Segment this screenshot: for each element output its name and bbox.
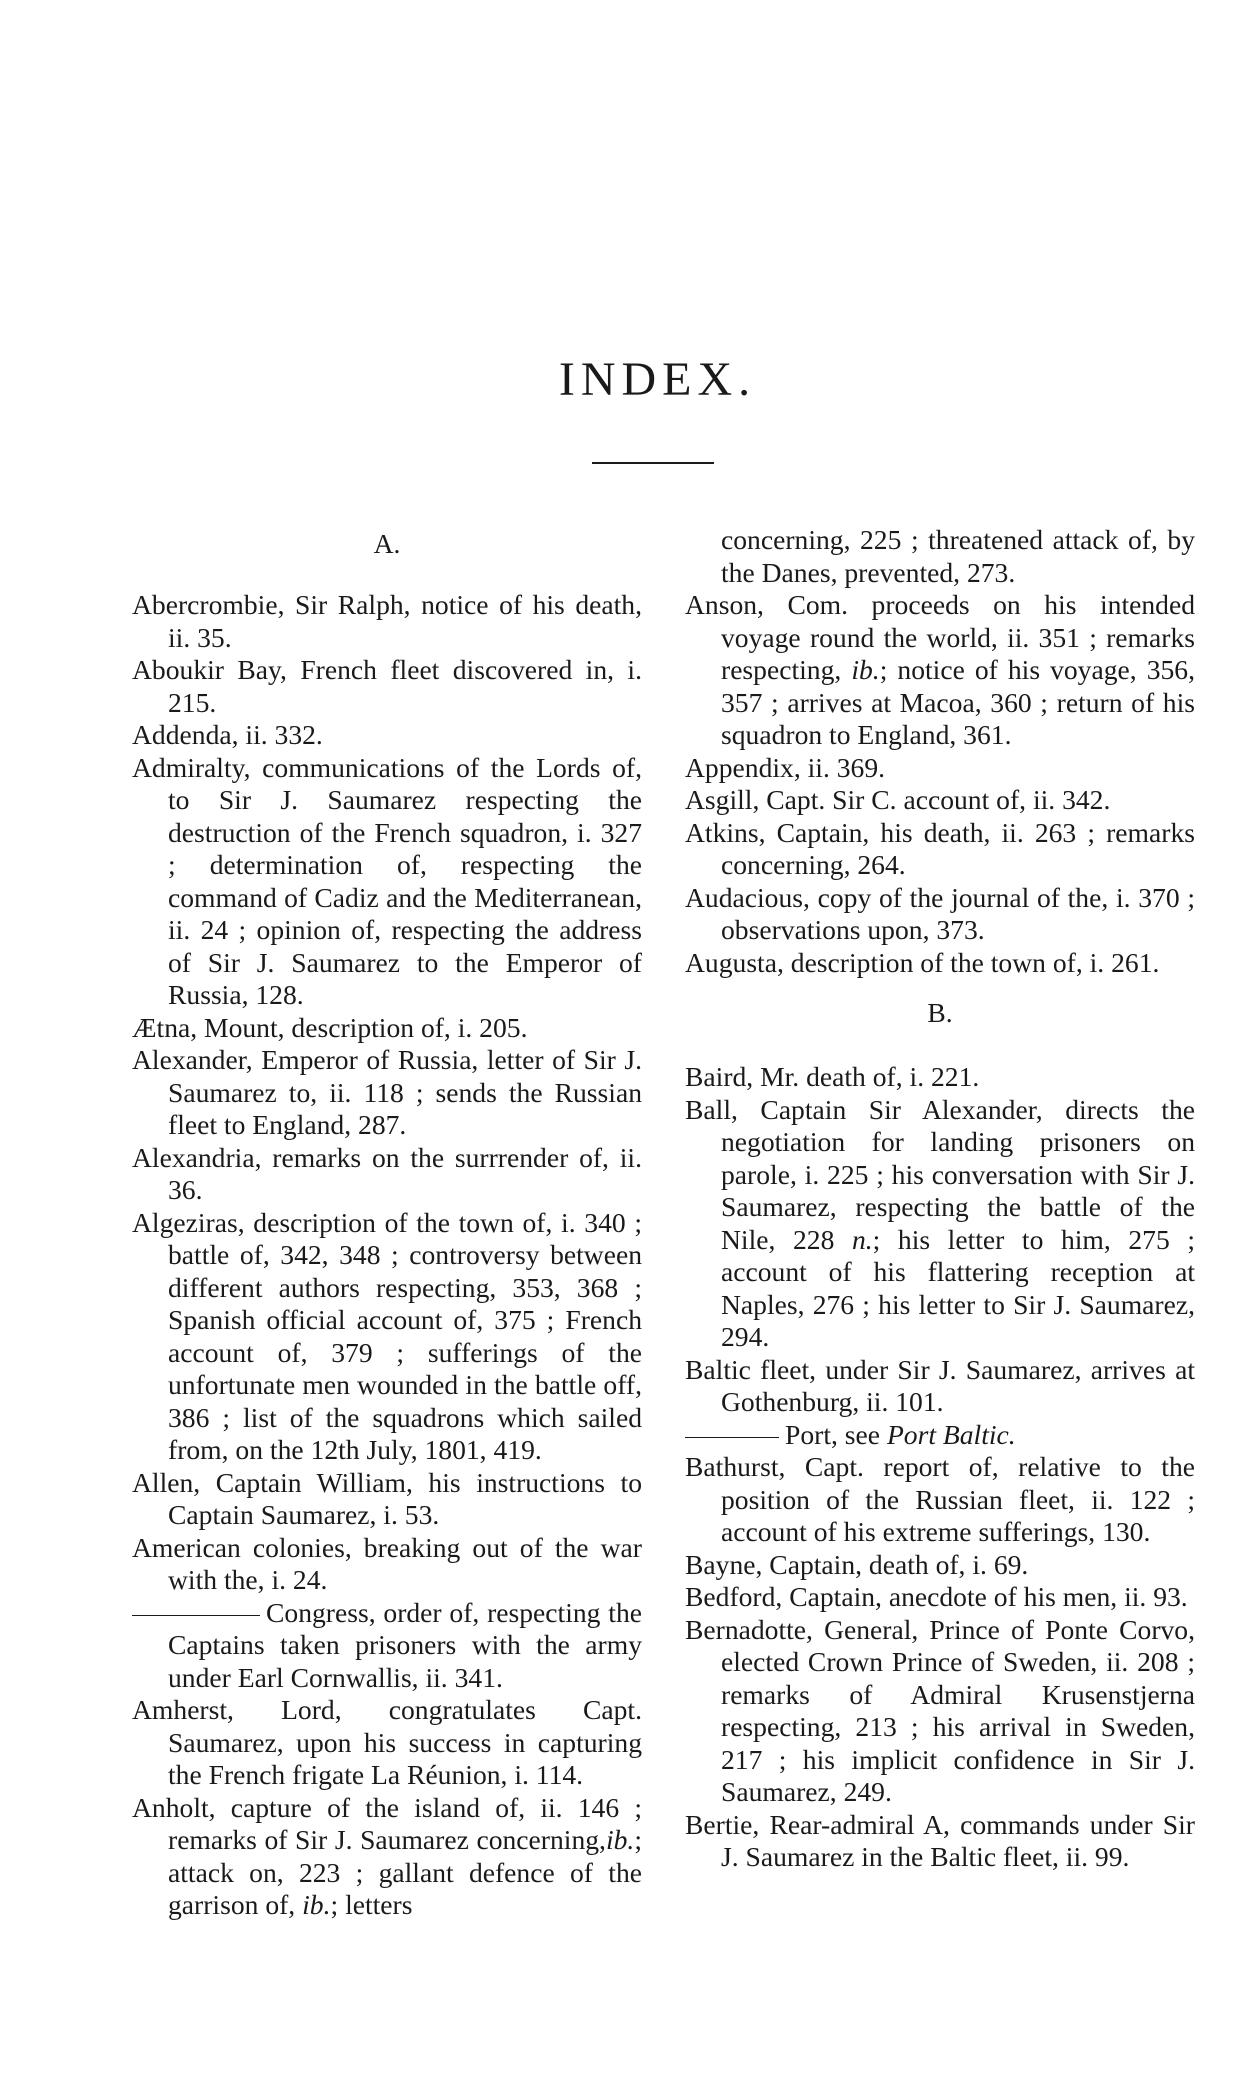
entry-text: Anson, Com. proceeds on his intended voyage round the world, ii. 351 ; remarks respecting,	[685, 589, 1195, 685]
index-entry: Asgill, Capt. Sir C. account of, ii. 342.	[685, 784, 1111, 815]
index-entry: Atkins, Captain, his death, ii. 263 ; remarks concerning, 264.	[685, 816, 1195, 880]
entry-text: Port, see	[785, 1418, 881, 1450]
index-entry: Audacious, copy of the journal of the, i. 370 ; observations upon, 373.	[685, 881, 1195, 945]
index-entry	[132, 1792, 642, 1922]
index-entry: Bayne, Captain, death of, i. 69.	[685, 1548, 1029, 1580]
entry-text: ; his letter to him, 275 ; account of his flattering reception at Naples, 276 ; his letter to Sir J. Saumarez, 294.	[721, 1223, 1195, 1352]
index-entry: Augusta, description of the town of, i. 261.	[685, 946, 1160, 978]
section-letter-a: A.	[373, 528, 401, 559]
index-entry: Baird, Mr. death of, i. 221.	[685, 1061, 980, 1092]
entry-text: ; notice of his voyage, 356, 357 ; arrives at Macoa, 360 ; return of his squadron to England, 361.	[721, 654, 1195, 750]
entry-text: ; letters	[330, 1889, 413, 1920]
index-entry-continuation	[685, 1419, 1195, 1452]
note-marker: n.	[851, 1223, 873, 1255]
ibid-text: ib.	[851, 654, 880, 685]
index-entry: Addenda, ii. 332.	[132, 719, 323, 750]
index-entry: Alexandria, remarks on the surrrender of, ii. 36.	[132, 1141, 642, 1205]
repeat-dash	[685, 1437, 779, 1438]
repeat-dash	[132, 1615, 260, 1616]
index-entry: Bernadotte, General, Prince of Ponte Corvo, elected Crown Prince of Sweden, ii. 208 ; remarks of Admiral Krusenstjerna respecting, 213 ; his arrival in Sweden, 217 ; his implicit confidence in Sir J. Saumarez, 249.	[685, 1613, 1195, 1807]
index-entry: Bathurst, Capt. report of, relative to the position of the Russian fleet, ii. 122 ; account of his extreme sufferings, 130.	[685, 1451, 1195, 1547]
index-entry-continued: concerning, 225 ; threatened attack of, by the Danes, prevented, 273.	[721, 524, 1195, 588]
index-entry: Bedford, Captain, anecdote of his men, ii. 93.	[685, 1581, 1188, 1612]
entry-text: Anholt, capture of the island of, ii. 146 ; remarks of Sir J. Saumarez concerning,	[132, 1791, 642, 1855]
index-entry: Allen, Captain William, his instructions to Captain Saumarez, i. 53.	[132, 1466, 642, 1530]
ibid-text: ib.	[605, 1824, 635, 1855]
page-title: INDEX.	[558, 353, 757, 406]
ibid-text: ib.	[302, 1889, 331, 1920]
index-entry: Admiralty, communications of the Lords of, to Sir J. Saumarez respecting the destruction of the French squadron, i. 327 ; determination of, respecting the command of Cadiz and the Mediterranean, ii. 24 ; opinion of, respecting the address of Sir J. Saumarez to the Emperor of Russia, 128.	[132, 751, 642, 1010]
index-column-right	[685, 524, 1195, 1874]
index-column-left	[132, 524, 642, 1922]
index-entry: Appendix, ii. 369.	[685, 751, 886, 783]
index-entry	[685, 589, 1195, 752]
entry-text: Congress, order of, respecting the Captains taken prisoners with the army under Earl Cornwallis, ii. 341.	[168, 1596, 642, 1693]
index-entry: Ætna, Mount, description of, i. 205.	[132, 1011, 528, 1043]
cross-reference: Port Baltic.	[886, 1418, 1016, 1450]
entry-text: Ball, Captain Sir Alexander, directs the negotiation for landing prisoners on parole, i. 225 ; his conversation with Sir J. Saumarez, respecting the battle of the Nile, 228	[685, 1093, 1195, 1255]
index-entry: Algeziras, description of the town of, i. 340 ; battle of, 342, 348 ; controversy between different authors respecting, 353, 368 ; Spanish official account of, 375 ; French account of, 379 ; sufferings of the unfortunate men wounded in the battle off, 386 ; list of the squadrons which sailed from, on the 12th July, 1801, 419.	[132, 1206, 642, 1465]
entry-text: ; attack on, 223 ; gallant defence of the garrison of,	[168, 1824, 642, 1920]
section-letter-b: B.	[927, 997, 953, 1028]
index-entry: Baltic fleet, under Sir J. Saumarez, arrives at Gothenburg, ii. 101.	[685, 1353, 1195, 1417]
index-entry: Aboukir Bay, French fleet discovered in, i. 215.	[132, 654, 642, 718]
index-entry-continuation	[132, 1597, 642, 1695]
index-entry: Abercrombie, Sir Ralph, notice of his death, ii. 35.	[132, 589, 642, 653]
index-entry: American colonies, breaking out of the war with the, i. 24.	[132, 1531, 642, 1595]
index-entry: Alexander, Emperor of Russia, letter of Sir J. Saumarez to, ii. 118 ; sends the Russian fleet to England, 287.	[132, 1044, 642, 1140]
index-entry	[685, 1094, 1195, 1354]
index-entry: Bertie, Rear-admiral A, commands under Sir J. Saumarez in the Baltic fleet, ii. 99.	[685, 1808, 1195, 1872]
title-rule	[592, 462, 714, 464]
index-entry: Amherst, Lord, congratulates Capt. Saumarez, upon his success in capturing the French frigate La Réunion, i. 114.	[132, 1694, 642, 1790]
